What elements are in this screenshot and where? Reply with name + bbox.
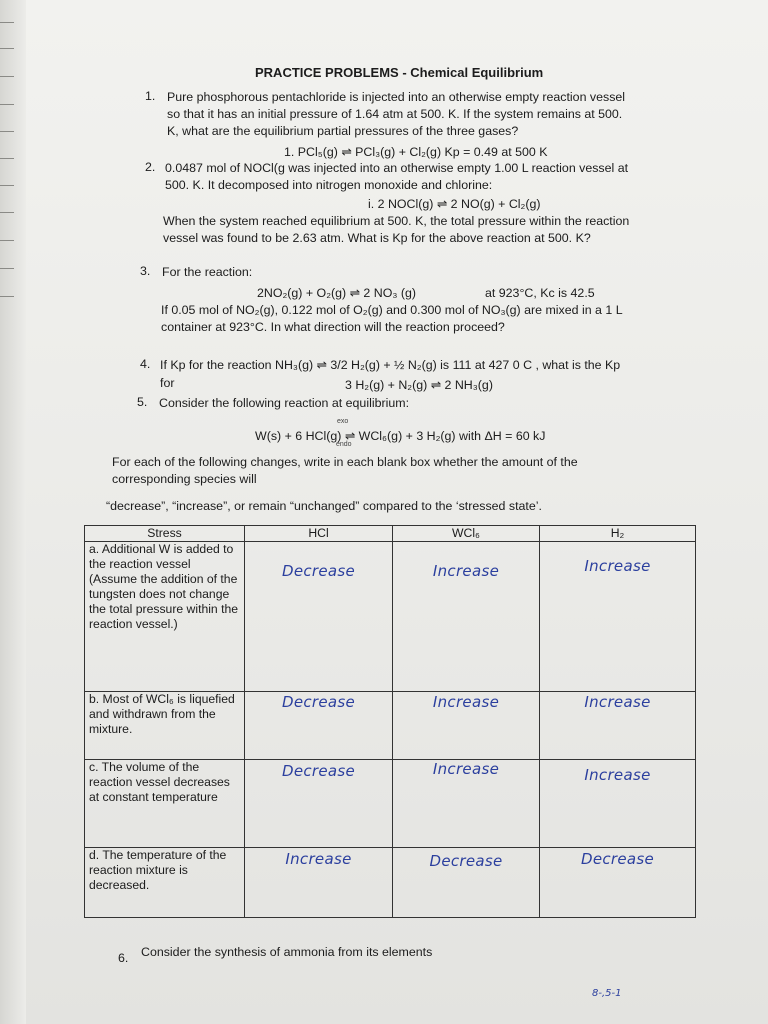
problem-2-text: 0.0487 mol of NOCl(g was injected into an otherwise empty 1.00 L reaction vessel at — [165, 161, 629, 175]
hcl-answer[interactable]: Decrease — [245, 760, 393, 848]
problem-1-text: so that it has an initial pressure of 1.64 atm at 500. K. If the system remains at 500. — [167, 107, 623, 121]
problem-5-instructions: corresponding species will — [112, 472, 257, 486]
margin-tick — [0, 76, 14, 77]
exo-annotation: exo — [337, 418, 349, 425]
h2-answer[interactable]: Increase — [540, 692, 696, 760]
binder-margin — [0, 0, 26, 1024]
handwritten-page-note: 8-,5-1 — [592, 988, 622, 999]
problem-3-text: For the reaction: — [162, 265, 253, 279]
stress-cell: c. The volume of the reaction vessel decreases at constant temperature — [85, 760, 245, 848]
header-stress: Stress — [85, 526, 245, 542]
header-wcl6: WCl₆ — [393, 526, 540, 542]
problem-2-text: vessel was found to be 2.63 atm. What is Kp for the above reaction at 500. K? — [163, 231, 591, 245]
stress-cell: b. Most of WCl₆ is liquefied and withdrawn from the mixture. — [85, 692, 245, 760]
problem-2-reaction: i. 2 NOCl(g) ⇌ 2 NO(g) + Cl₂(g) — [368, 197, 541, 211]
h2-answer[interactable]: Decrease — [540, 848, 696, 918]
header-hcl: HCl — [245, 526, 393, 542]
problem-4-for: for — [160, 376, 175, 390]
problem-3-number: 3. — [140, 264, 151, 278]
hcl-answer[interactable]: Decrease — [245, 692, 393, 760]
problem-4-reaction: 3 H₂(g) + N₂(g) ⇌ 2 NH₃(g) — [345, 378, 493, 392]
problem-5-number: 5. — [137, 395, 148, 409]
problem-5-reaction: W(s) + 6 HCl(g) ⇌ WCl₆(g) + 3 H₂(g) with ΔH = 60 kJ — [255, 429, 546, 443]
problem-2-text: When the system reached equilibrium at 500. K, the total pressure within the reaction — [163, 214, 630, 228]
problem-3-text: container at 923°C. In what direction will the reaction proceed? — [161, 320, 505, 334]
margin-tick — [0, 104, 14, 105]
table-row — [85, 848, 696, 918]
problem-5-instructions: “decrease”, “increase”, or remain “unchanged” compared to the ‘stressed state’. — [106, 499, 542, 513]
margin-tick — [0, 240, 14, 241]
table-row — [85, 542, 696, 692]
problem-1-text: Pure phosphorous pentachloride is injected into an otherwise empty reaction vessel — [167, 90, 626, 104]
problem-6-text: Consider the synthesis of ammonia from its elements — [141, 945, 433, 959]
table-row — [85, 692, 696, 760]
problem-2-number: 2. — [145, 160, 156, 174]
margin-tick — [0, 48, 14, 49]
margin-tick — [0, 268, 14, 269]
wcl6-answer[interactable]: Increase — [393, 692, 540, 760]
margin-tick — [0, 131, 14, 132]
problem-3-reaction: 2NO₂(g) + O₂(g) ⇌ 2 NO₃ (g) — [257, 286, 416, 300]
problem-3-text: If 0.05 mol of NO₂(g), 0.122 mol of O₂(g) and 0.300 mol of NO₃(g) are mixed in a 1 L — [161, 303, 623, 317]
hcl-answer[interactable]: Decrease — [245, 542, 393, 692]
problem-1-number: 1. — [145, 89, 156, 103]
problem-4-text: If Kp for the reaction NH₃(g) ⇌ 3/2 H₂(g) + ½ N₂(g) is 111 at 427 0 C , what is the Kp — [160, 358, 621, 372]
problem-1-reaction: 1. PCl₅(g) ⇌ PCl₃(g) + Cl₂(g) Kp = 0.49 at 500 K — [284, 145, 548, 159]
margin-tick — [0, 185, 14, 186]
wcl6-answer[interactable]: Increase — [393, 760, 540, 848]
hcl-answer[interactable]: Increase — [245, 848, 393, 918]
endo-annotation: endo — [336, 441, 352, 448]
stress-cell: a. Additional W is added to the reaction vessel (Assume the addition of the tungsten does not change the total pressure within the reaction vessel.) — [85, 542, 245, 692]
margin-tick — [0, 22, 14, 23]
wcl6-answer[interactable]: Decrease — [393, 848, 540, 918]
problem-4-number: 4. — [140, 357, 151, 371]
page-title: PRACTICE PROBLEMS - Chemical Equilibrium — [255, 65, 544, 80]
h2-answer[interactable]: Increase — [540, 760, 696, 848]
table-row — [85, 760, 696, 848]
problem-5-instructions: For each of the following changes, write in each blank box whether the amount of the — [112, 455, 578, 469]
problem-1-text: K, what are the equilibrium partial pressures of the three gases? — [167, 124, 519, 138]
margin-tick — [0, 212, 14, 213]
table-header-row — [85, 526, 696, 542]
h2-answer[interactable]: Increase — [540, 542, 696, 692]
wcl6-answer[interactable]: Increase — [393, 542, 540, 692]
stress-response-table — [84, 525, 696, 918]
margin-tick — [0, 296, 14, 297]
header-h2: H₂ — [540, 526, 696, 542]
problem-6-number: 6. — [118, 951, 129, 965]
stress-cell: d. The temperature of the reaction mixture is decreased. — [85, 848, 245, 918]
problem-3-kc: at 923°C, Kc is 42.5 — [485, 286, 595, 300]
problem-5-text: Consider the following reaction at equilibrium: — [159, 396, 410, 410]
problem-2-text: 500. K. It decomposed into nitrogen monoxide and chlorine: — [165, 178, 493, 192]
margin-tick — [0, 158, 14, 159]
